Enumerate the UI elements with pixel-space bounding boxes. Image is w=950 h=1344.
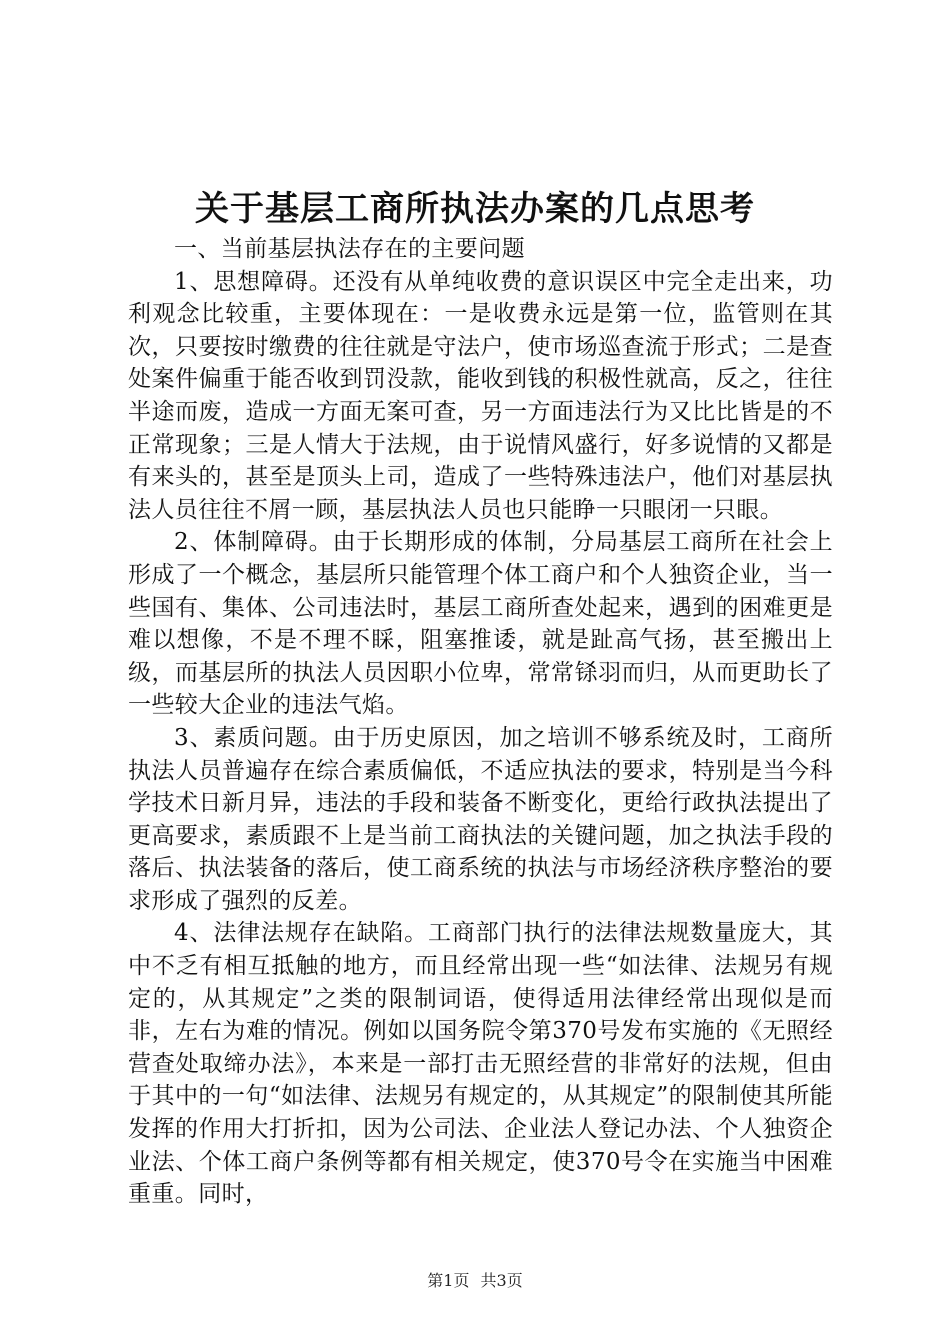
- page-total: 共3页: [480, 1271, 523, 1290]
- page-number: 第1页: [427, 1271, 470, 1290]
- paragraph-system-obstacle: 2、体制障碍。由于长期形成的体制，分局基层工商所在社会上形成了一个概念，基层所只能管理个体工商户和个人独资企业，当一些国有、集体、公司违法时，基层工商所查处起来，遇到的困难更是难以想像，不是不理不睬，阻塞推诿，就是趾高气扬，甚至搬出上级，而基层所的执法人员因职小位卑，常常铩羽而归，从而更助长了一些较大企业的违法气焰。: [128, 529, 833, 719]
- paragraph-quality-issue: 3、素质问题。由于历史原因，加之培训不够系统及时，工商所执法人员普遍存在综合素质偏低，不适应执法的要求，特别是当今科学技术日新月异，违法的手段和装备不断变化，更给行政执法提出了更高要求，素质跟不上是当前工商执法的关键问题，加之执法手段的落后、执法装备的落后，使工商系统的执法与市场经济秩序整治的要求形成了强烈的反差。: [128, 724, 833, 914]
- document-title: 关于基层工商所执法办案的几点思考: [195, 189, 755, 229]
- paragraph-thought-obstacle: 1、思想障碍。还没有从单纯收费的意识误区中完全走出来，功利观念比较重，主要体现在：一是收费永远是第一位，监管则在其次，只要按时缴费的往往就是守法户，使市场巡查流于形式；二是查处案件偏重于能否收到罚没款，能收到钱的积极性就高，反之，往往半途而废，造成一方面无案可查，另一方面违法行为又比比皆是的不正常现象；三是人情大于法规，由于说情风盛行，好多说情的又都是有来头的，甚至是顶头上司，造成了一些特殊违法户，他们对基层执法人员往往不屑一顾，基层执法人员也只能睁一只眼闭一只眼。: [128, 268, 833, 523]
- section-heading: 一、当前基层执法存在的主要问题: [174, 236, 525, 262]
- page-footer: [0, 1270, 950, 1292]
- document-body: [128, 233, 833, 1211]
- paragraph-law-defects: 4、法律法规存在缺陷。工商部门执行的法律法规数量庞大，其中不乏有相互抵触的地方，而且经常出现一些“如法律、法规另有规定的，从其规定”之类的限制词语，使得适用法律经常出现似是而非，左右为难的情况。例如以国务院令第370号发布实施的《无照经营查处取缔办法》，本来是一部打击无照经营的非常好的法规，但由于其中的一句“如法律、法规另有规定的，从其规定”的限制使其所能发挥的作用大打折扣，因为公司法、企业法人登记办法、个人独资企业法、个体工商户条例等都有相关规定，使370号令在实施当中困难重重。同时，: [128, 920, 833, 1208]
